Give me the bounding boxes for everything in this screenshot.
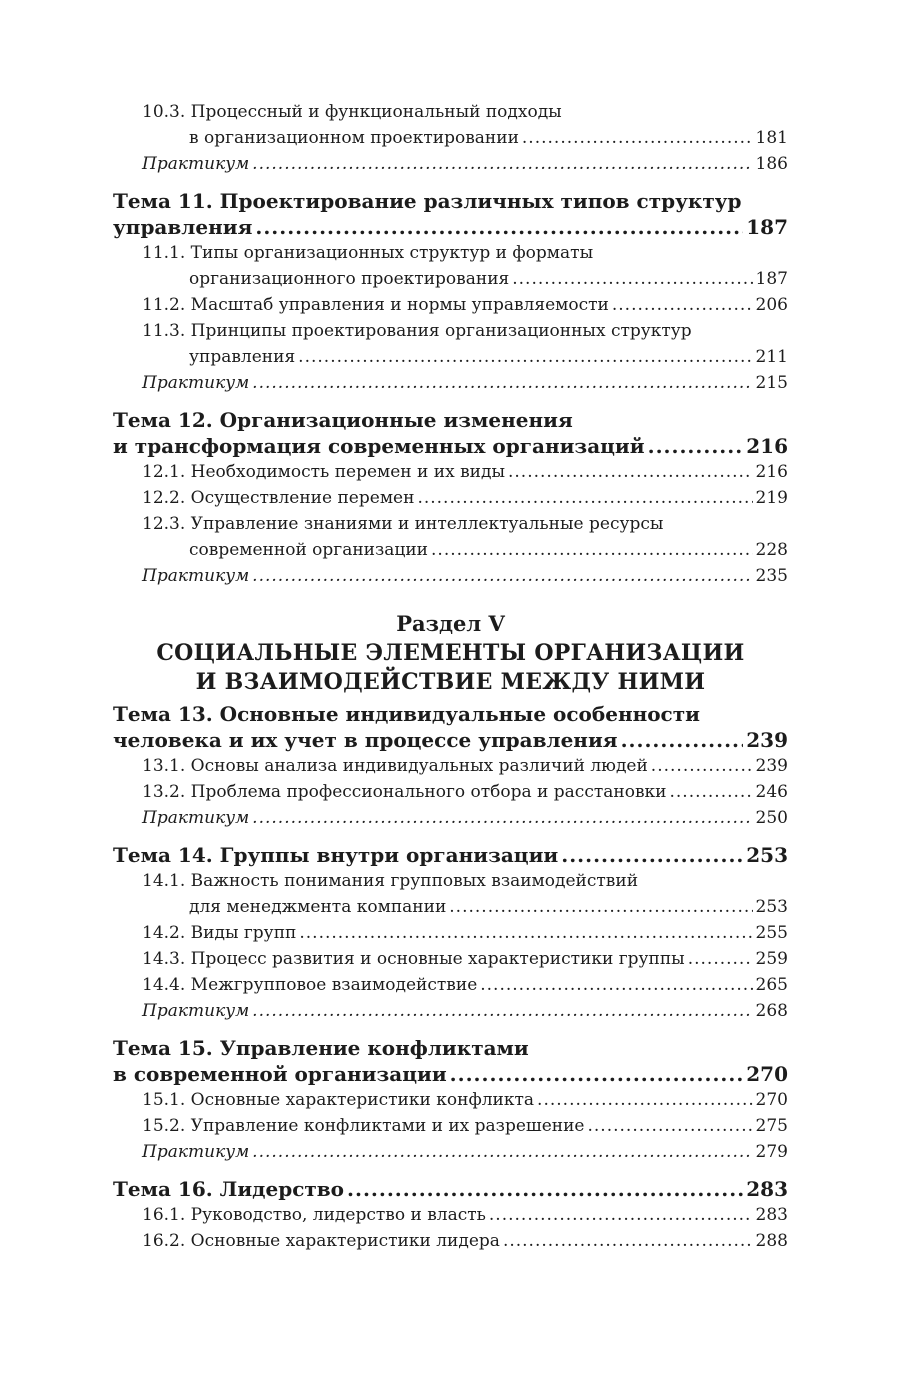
item-number: 15.2. — [142, 1116, 186, 1136]
page-number: 187 — [746, 215, 788, 239]
dot-leader — [252, 151, 752, 177]
page-number: 279 — [755, 1142, 788, 1162]
toc-item[interactable] — [142, 1202, 788, 1228]
toc-topic-12[interactable] — [113, 407, 788, 459]
topic-title-continued: и трансформация современных организаций — [113, 434, 645, 458]
page-number: 270 — [746, 1062, 788, 1086]
dot-leader — [648, 433, 744, 459]
page-number: 275 — [755, 1116, 788, 1136]
toc-item[interactable] — [142, 485, 788, 511]
dot-leader — [252, 805, 752, 831]
section-heading — [113, 609, 788, 697]
page-number: 253 — [746, 843, 788, 867]
item-number: 14.2. — [142, 923, 186, 943]
item-title: Проблема профессионального отбора и расстановки — [190, 782, 667, 802]
page-number: 186 — [755, 154, 788, 174]
item-number: 10.3. — [142, 102, 186, 122]
item-title: Виды групп — [190, 923, 297, 943]
toc-practicum[interactable] — [142, 1139, 788, 1165]
toc-item[interactable] — [142, 459, 788, 485]
item-number: 14.1. — [142, 871, 186, 891]
dot-leader — [255, 214, 743, 240]
topic-title-continued: управления — [113, 215, 253, 239]
item-title-continued: организационного проектирования — [189, 269, 510, 289]
toc-topic-16[interactable] — [113, 1176, 788, 1202]
toc-item[interactable] — [142, 946, 788, 972]
item-number: 14.3. — [142, 949, 186, 969]
dot-leader — [537, 1087, 753, 1113]
section-title-line2: И ВЗАИМОДЕЙСТВИЕ МЕЖДУ НИМИ — [195, 669, 706, 695]
toc-item[interactable] — [142, 920, 788, 946]
page-number: 283 — [755, 1205, 788, 1225]
item-number: 11.3. — [142, 321, 186, 341]
dot-leader — [688, 946, 753, 972]
toc-topic-14[interactable] — [113, 842, 788, 868]
toc-item[interactable] — [142, 292, 788, 318]
topic-title: Тема 12. Организационные изменения — [113, 408, 573, 432]
dot-leader — [347, 1176, 743, 1202]
toc-practicum[interactable] — [142, 998, 788, 1024]
item-title: Управление конфликтами и их разрешение — [190, 1116, 585, 1136]
page-number: 253 — [755, 897, 788, 917]
dot-leader — [298, 344, 752, 370]
item-title: Осуществление перемен — [190, 488, 415, 508]
toc-practicum[interactable] — [142, 563, 788, 589]
topic-title: Тема 13. Основные индивидуальные особенности — [113, 702, 700, 726]
dot-leader — [252, 370, 752, 396]
dot-leader — [522, 125, 753, 151]
item-number: 14.4. — [142, 975, 186, 995]
item-title: Межгрупповое взаимодействие — [190, 975, 478, 995]
page-number: 239 — [746, 728, 788, 752]
item-title: Масштаб управления и нормы управляемости — [190, 295, 609, 315]
item-number: 12.1. — [142, 462, 186, 482]
item-title-continued: управления — [189, 347, 296, 367]
dot-leader — [252, 998, 752, 1024]
item-number: 16.2. — [142, 1231, 186, 1251]
toc-item[interactable] — [142, 99, 788, 151]
page-number: 215 — [755, 373, 788, 393]
topic-title: Тема 14. Группы внутри организации — [113, 843, 559, 867]
dot-leader — [669, 779, 752, 805]
dot-leader — [561, 842, 743, 868]
dot-leader — [489, 1202, 753, 1228]
page-number: 211 — [755, 347, 788, 367]
toc-item[interactable] — [142, 753, 788, 779]
practicum-label: Практикум — [142, 1001, 250, 1021]
toc-item[interactable] — [142, 511, 788, 563]
page-number: 206 — [755, 295, 788, 315]
topic-title: Тема 11. Проектирование различных типов структур — [113, 189, 742, 213]
toc-item[interactable] — [142, 240, 788, 292]
item-number: 12.3. — [142, 514, 186, 534]
section-number: Раздел V — [396, 611, 505, 636]
dot-leader — [252, 563, 752, 589]
topic-title: Тема 16. Лидерство — [113, 1177, 345, 1201]
dot-leader — [508, 459, 753, 485]
item-title-continued: для менеджмента компании — [189, 897, 447, 917]
page-number: 235 — [755, 566, 788, 586]
toc-item[interactable] — [142, 868, 788, 920]
page-number: 246 — [755, 782, 788, 802]
toc-topic-13[interactable] — [113, 701, 788, 753]
dot-leader — [450, 1061, 744, 1087]
item-title: Типы организационных структур и форматы — [190, 243, 594, 263]
page-number: 228 — [755, 540, 788, 560]
toc-item[interactable] — [142, 972, 788, 998]
item-title-continued: современной организации — [189, 540, 429, 560]
dot-leader — [417, 485, 752, 511]
item-number: 13.2. — [142, 782, 186, 802]
page-number: 259 — [755, 949, 788, 969]
toc-topic-15[interactable] — [113, 1035, 788, 1087]
item-title: Принципы проектирования организационных структур — [190, 321, 692, 341]
item-number: 12.2. — [142, 488, 186, 508]
table-of-contents — [113, 99, 788, 1254]
practicum-label: Практикум — [142, 373, 250, 393]
dot-leader — [621, 727, 744, 753]
dot-leader — [449, 894, 752, 920]
item-title: Процесс развития и основные характеристики группы — [190, 949, 685, 969]
item-number: 16.1. — [142, 1205, 186, 1225]
item-title: Процессный и функциональный подходы — [190, 102, 562, 122]
item-title: Необходимость перемен и их виды — [190, 462, 505, 482]
item-title: Управление знаниями и интеллектуальные ресурсы — [190, 514, 664, 534]
dot-leader — [588, 1113, 753, 1139]
page-number: 216 — [746, 434, 788, 458]
toc-practicum[interactable] — [142, 370, 788, 396]
page-number: 239 — [755, 756, 788, 776]
dot-leader — [480, 972, 752, 998]
topic-title-continued: человека и их учет в процессе управления — [113, 728, 618, 752]
topic-title-continued: в современной организации — [113, 1062, 447, 1086]
page-number: 265 — [755, 975, 788, 995]
item-title: Основные характеристики конфликта — [190, 1090, 535, 1110]
toc-topic-11[interactable] — [113, 188, 788, 240]
page-number: 268 — [755, 1001, 788, 1021]
page-number: 255 — [755, 923, 788, 943]
page-number: 187 — [755, 269, 788, 289]
dot-leader — [651, 753, 753, 779]
practicum-label: Практикум — [142, 1142, 250, 1162]
toc-item[interactable] — [142, 1228, 788, 1254]
item-number: 13.1. — [142, 756, 186, 776]
dot-leader — [512, 266, 752, 292]
item-title: Основные характеристики лидера — [190, 1231, 500, 1251]
item-title-continued: в организационном проектировании — [189, 128, 519, 148]
dot-leader — [252, 1139, 752, 1165]
section-title-line1: СОЦИАЛЬНЫЕ ЭЛЕМЕНТЫ ОРГАНИЗАЦИИ — [156, 640, 745, 666]
page-number: 216 — [755, 462, 788, 482]
toc-practicum[interactable] — [142, 805, 788, 831]
toc-item[interactable] — [142, 1087, 788, 1113]
practicum-label: Практикум — [142, 808, 250, 828]
toc-practicum[interactable] — [142, 151, 788, 177]
dot-leader — [299, 920, 752, 946]
toc-item[interactable] — [142, 318, 788, 370]
page-number: 219 — [755, 488, 788, 508]
page-number: 181 — [755, 128, 788, 148]
dot-leader — [612, 292, 753, 318]
item-number: 11.1. — [142, 243, 186, 263]
item-number: 11.2. — [142, 295, 186, 315]
dot-leader — [503, 1228, 753, 1254]
practicum-label: Практикум — [142, 154, 250, 174]
item-number: 15.1. — [142, 1090, 186, 1110]
page-number: 288 — [755, 1231, 788, 1251]
practicum-label: Практикум — [142, 566, 250, 586]
toc-item[interactable] — [142, 779, 788, 805]
item-title: Важность понимания групповых взаимодействий — [190, 871, 639, 891]
page-number: 250 — [755, 808, 788, 828]
item-title: Основы анализа индивидуальных различий людей — [190, 756, 648, 776]
item-title: Руководство, лидерство и власть — [190, 1205, 486, 1225]
page-number: 270 — [755, 1090, 788, 1110]
page-number: 283 — [746, 1177, 788, 1201]
topic-title: Тема 15. Управление конфликтами — [113, 1036, 529, 1060]
toc-item[interactable] — [142, 1113, 788, 1139]
dot-leader — [431, 537, 753, 563]
